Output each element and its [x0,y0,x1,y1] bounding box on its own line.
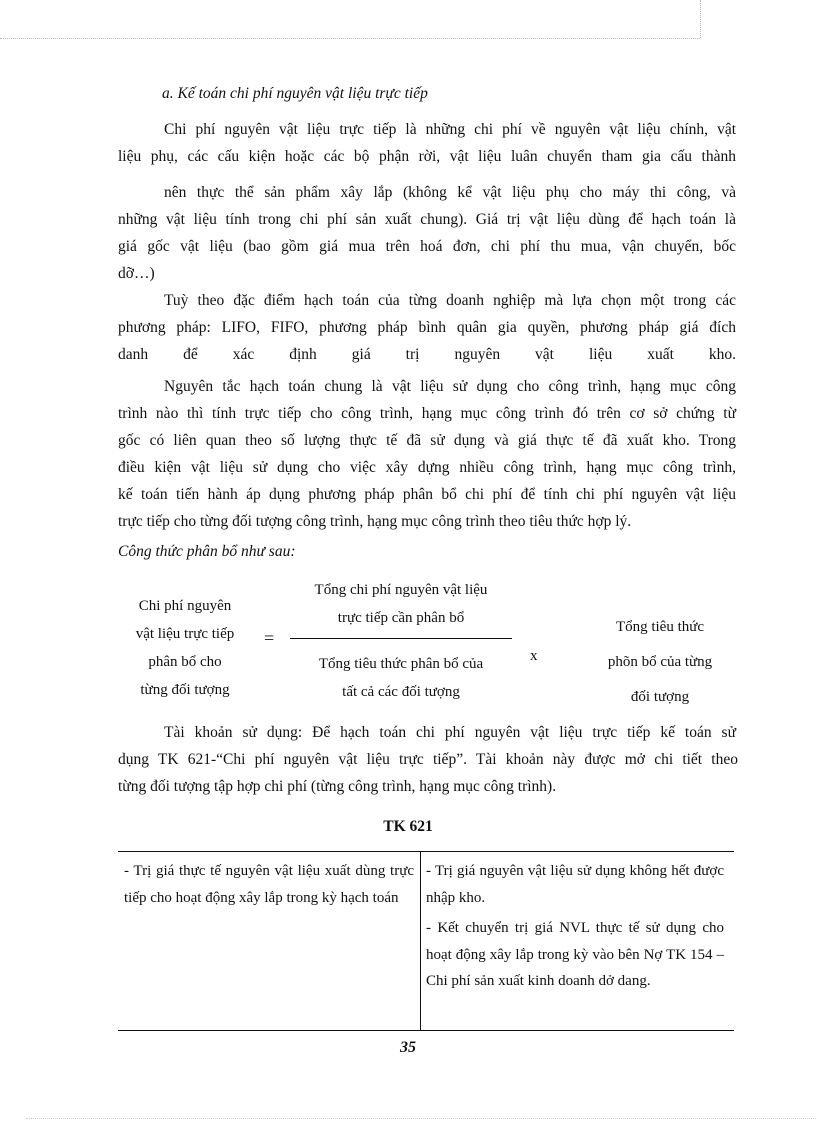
text-line: trình nào thì tính trực tiếp cho công trình, hạng mục công trình đó trên cơ sở chứng từ [118,405,736,422]
formula-text: Tổng tiêu thức [615,619,705,635]
text-line: gốc có liên quan theo số lượng thực tế đã sử dụng và giá thực tế đã xuất kho. Trong [118,432,736,449]
formula-text: Tổng tiêu thức phân bổ của [318,656,484,672]
credit-entry: - Kết chuyển trị giá NVL thực tế sử dụng cho hoạt động xây lắp trong kỳ vào bên Nợ TK 154 – Chi phí sản xuất kinh doanh dở dang. [426,920,724,989]
t-account-divider [420,851,421,1030]
account-title: TK 621 [383,818,433,835]
text-line: Chi phí nguyên vật liệu trực tiếp là những chi phí về nguyên vật liệu chính, vật [164,121,736,138]
t-account-top-line [118,851,734,852]
formula-right-side [572,610,748,715]
credit-entry: - Trị giá nguyên vật liệu sử dụng không hết được nhập kho. [426,863,724,906]
text-line: giá gốc vật liệu (bao gồm giá mua trên hoá đơn, chi phí thu mua, vận chuyển, bốc [118,238,736,255]
text-line: kế toán tiến hành áp dụng phương pháp phân bổ chi phí để tính chi phí nguyên vật liệu [118,486,736,503]
text-line: phương pháp: LIFO, FIFO, phương pháp bình quân gia quyền, phương pháp giá đích [118,319,736,336]
text-line: dỡ…) [118,265,155,282]
section-heading: a. Kế toán chi phí nguyên vật liệu trực tiếp [162,85,428,102]
formula-text: tất cả các đối tượng [342,684,460,700]
debit-side: - Trị giá thực tế nguyên vật liệu xuất dùng trực tiếp cho hoạt động xây lắp trong kỳ hạch toán [124,863,414,906]
text-line: điều kiện vật liệu sử dụng cho việc xây dựng nhiều công trình, hạng mục công trình, [118,459,736,476]
formula-text: phõn bổ của từng [607,654,713,670]
formula-numerator [288,576,514,632]
formula-text: trực tiếp cần phân bổ [337,610,465,626]
text-line: những vật liệu tính trong chi phí sản xuất chung). Giá trị vật liệu dùng để hạch toán là [118,211,736,228]
text-line: Tuỳ theo đặc điểm hạch toán của từng doanh nghiệp mà lựa chọn một trong các [164,292,736,309]
text-line: danh để xác định giá trị nguyên vật liệu xuất kho. [118,346,736,363]
page-frame-top [0,38,700,40]
t-account-bottom-line [118,1030,734,1031]
text-line: Tài khoản sử dụng: Để hạch toán chi phí nguyên vật liệu trực tiếp kế toán sử [164,724,736,741]
page-frame-bottom [26,1118,816,1120]
formula-text: từng đối tượng [140,682,230,698]
text-line: từng đối tượng tập hợp chi phí (từng công trình, hạng mục công trình). [118,778,557,795]
formula-text: phân bổ cho [148,654,222,670]
formula-text: vật liệu trực tiếp [135,626,235,642]
text-line: trực tiếp cho từng đối tượng công trình, hạng mục công trình theo tiêu thức hợp lý. [118,513,632,530]
formula-left-side [112,592,258,704]
multiply-sign: x [530,648,538,664]
formula-denominator [288,650,514,706]
text-line: Nguyên tắc hạch toán chung là vật liệu sử dụng cho công trình, hạng mục công [164,378,736,395]
formula-text: đối tượng [630,689,690,705]
formula-title: Công thức phân bổ như sau: [118,543,296,560]
equals-sign: = [264,628,275,648]
text-line: liệu phụ, các cấu kiện hoặc các bộ phận rời, vật liệu luân chuyển tham gia cấu thành [118,148,736,165]
text-line: dụng TK 621-“Chi phí nguyên vật liệu trực tiếp”. Tài khoản này được mở chi tiết theo [118,751,738,768]
page-frame-corner [700,0,702,38]
credit-side [426,858,724,999]
formula-text: Tổng chi phí nguyên vật liệu [314,582,488,598]
formula-text: Chi phí nguyên [138,598,232,614]
page-number: 35 [400,1039,416,1056]
text-line: nên thực thể sản phẩm xây lắp (không kể vật liệu phụ cho máy thi công, và [164,184,736,201]
fraction-bar [290,638,512,639]
